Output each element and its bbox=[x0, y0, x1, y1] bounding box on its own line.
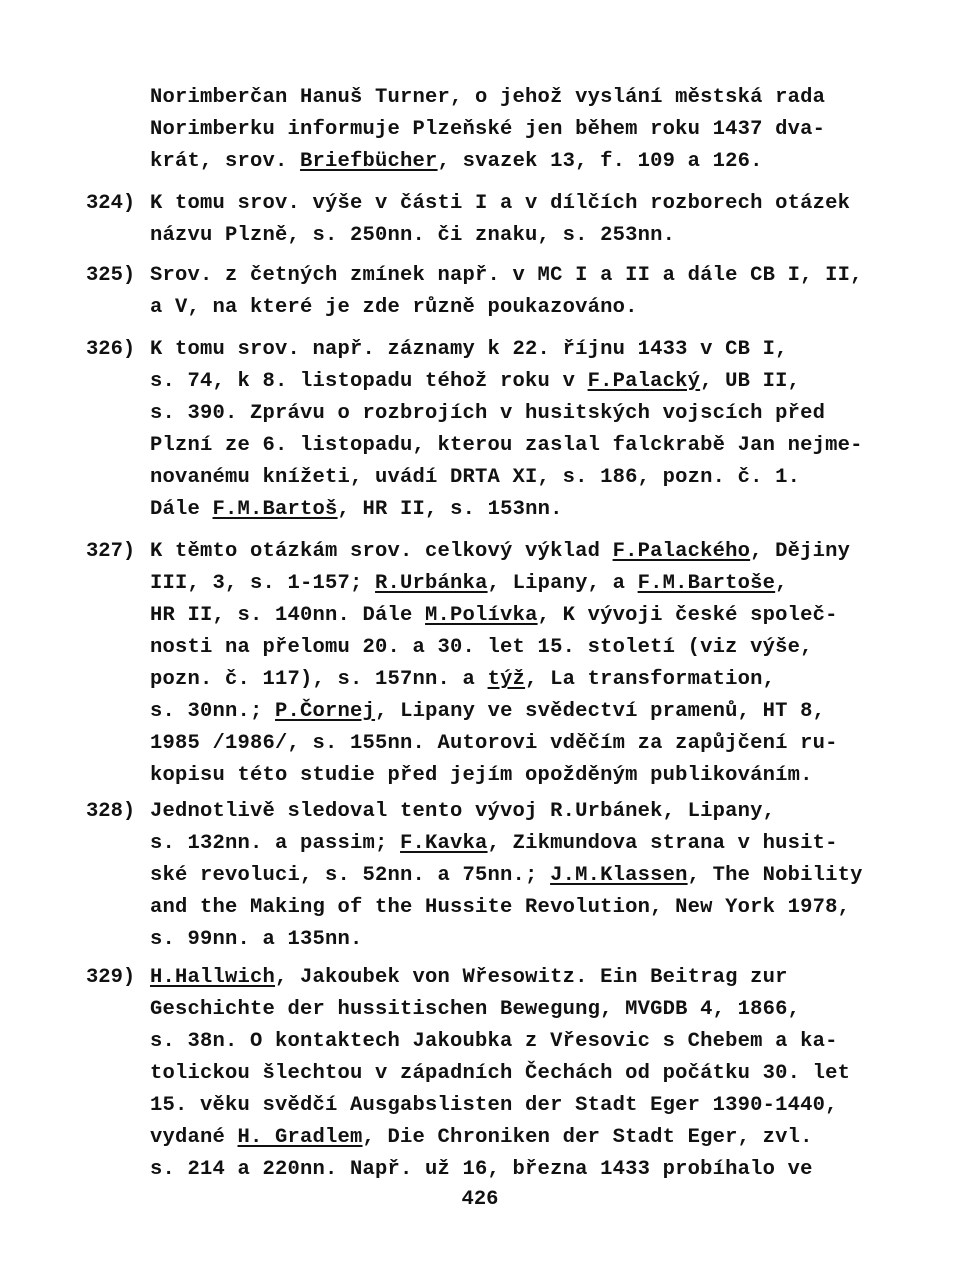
text-segment: , Lipany ve svědectví pramenů, HT 8, bbox=[375, 700, 826, 723]
text-segment: kopisu této studie před jejím opožděným publikováním. bbox=[150, 764, 813, 787]
text-segment: Srov. z četných zmínek např. v MC I a II a dále CB I, II, bbox=[150, 264, 863, 287]
cited-author: F.Palacký bbox=[587, 370, 701, 393]
footnote-line bbox=[150, 664, 775, 696]
text-segment: , La transformation, bbox=[525, 668, 776, 691]
cited-author: H.Hallwich bbox=[150, 966, 276, 989]
text-segment: s. 30nn.; bbox=[150, 700, 276, 723]
cited-author: R.Urbánka bbox=[375, 572, 488, 595]
footnote-line bbox=[150, 860, 863, 892]
text-segment: , UB II, bbox=[700, 370, 801, 393]
text-segment: vydané bbox=[150, 1126, 238, 1149]
footnote-line bbox=[150, 1122, 813, 1154]
text-segment: s. 132nn. a passim; bbox=[150, 832, 401, 855]
text-segment: s. 390. Zprávu o rozbrojích v husitských vojscích před bbox=[150, 402, 826, 425]
text-segment: s. 38n. O kontaktech Jakoubka z Vřesovic s Chebem a ka- bbox=[150, 1030, 838, 1053]
cited-author: F.Palackého bbox=[612, 540, 751, 563]
text-segment: , svazek 13, f. 109 a 126. bbox=[437, 150, 763, 173]
text-segment: HR II, s. 140nn. Dále bbox=[150, 604, 426, 627]
footnote-number: 328) bbox=[86, 800, 136, 823]
footnote-number: 325) bbox=[86, 264, 136, 287]
intro-line bbox=[150, 146, 763, 178]
footnote-number: 327) bbox=[86, 540, 136, 563]
footnote-line bbox=[150, 760, 813, 792]
cited-author: týž bbox=[487, 668, 526, 691]
footnote-line bbox=[150, 962, 788, 994]
footnote-line bbox=[150, 292, 638, 324]
footnote-line bbox=[150, 924, 363, 956]
text-segment: Norimberčan Hanuš Turner, o jehož vyslání městská rada bbox=[150, 86, 826, 109]
footnote-line bbox=[150, 696, 825, 728]
text-segment: s. 99nn. a 135nn. bbox=[150, 928, 363, 951]
text-segment: , K vývoji české společ- bbox=[537, 604, 838, 627]
text-segment: , The Nobility bbox=[687, 864, 863, 887]
footnote-line bbox=[150, 430, 863, 462]
cited-author: F.M.Bartoš bbox=[212, 498, 338, 521]
text-segment: a V, na které je zde různě poukazováno. bbox=[150, 296, 638, 319]
footnote-line bbox=[150, 494, 563, 526]
footnote-line bbox=[150, 1090, 838, 1122]
text-segment: III, 3, s. 1-157; bbox=[150, 572, 376, 595]
footnote-line bbox=[150, 536, 850, 568]
footnote-line bbox=[150, 600, 838, 632]
text-segment: 15. věku svědčí Ausgabslisten der Stadt Eger 1390-1440, bbox=[150, 1094, 838, 1117]
footnote-line bbox=[150, 1058, 850, 1090]
footnote-line bbox=[150, 398, 825, 430]
text-segment: , Jakoubek von Wřesowitz. Ein Beitrag zur bbox=[275, 966, 788, 989]
footnote-line bbox=[150, 796, 775, 828]
footnote-line bbox=[150, 260, 863, 292]
cited-author: F.M.Bartoše bbox=[637, 572, 776, 595]
text-segment: Plzní ze 6. listopadu, kterou zaslal falckrabě Jan nejme- bbox=[150, 434, 863, 457]
footnote-line bbox=[150, 334, 788, 366]
cited-author: Briefbücher bbox=[300, 150, 438, 173]
footnote-line bbox=[150, 1154, 813, 1186]
footnote-number: 324) bbox=[86, 192, 136, 215]
text-segment: Dále bbox=[150, 498, 213, 521]
text-segment: 1985 /1986/, s. 155nn. Autorovi vděčím za zapůjčení ru- bbox=[150, 732, 838, 755]
footnote-line bbox=[150, 892, 850, 924]
text-segment: , Zikmundova strana v husit- bbox=[487, 832, 838, 855]
intro-line bbox=[150, 114, 825, 146]
footnote-line bbox=[150, 632, 813, 664]
footnote-line bbox=[150, 220, 675, 252]
text-segment: Norimberku informuje Plzeňské jen během roku 1437 dva- bbox=[150, 118, 826, 141]
text-segment: , Lipany, a bbox=[487, 572, 638, 595]
footnote-number: 329) bbox=[86, 966, 136, 989]
text-segment: K těmto otázkám srov. celkový výklad bbox=[150, 540, 613, 563]
footnote-line bbox=[150, 462, 800, 494]
text-segment: pozn. č. 117), s. 157nn. a bbox=[150, 668, 488, 691]
text-segment: tolickou šlechtou v západních Čechách od počátku 30. let bbox=[150, 1062, 851, 1085]
footnote-line bbox=[150, 568, 788, 600]
text-segment: krát, srov. bbox=[150, 150, 301, 173]
text-segment: novanému knížeti, uvádí DRTA XI, s. 186, pozn. č. 1. bbox=[150, 466, 801, 489]
footnote-line bbox=[150, 188, 850, 220]
text-segment: názvu Plzně, s. 250nn. či znaku, s. 253nn. bbox=[150, 224, 676, 247]
text-segment: Geschichte der hussitischen Bewegung, MVGDB 4, 1866, bbox=[150, 998, 801, 1021]
text-segment: nosti na přelomu 20. a 30. let 15. století (viz výše, bbox=[150, 636, 813, 659]
footnote-number: 326) bbox=[86, 338, 136, 361]
text-segment: and the Making of the Hussite Revolution, New York 1978, bbox=[150, 896, 851, 919]
intro-line bbox=[150, 82, 825, 114]
cited-author: H. Gradlem bbox=[237, 1126, 363, 1149]
text-segment: , HR II, s. 153nn. bbox=[337, 498, 563, 521]
text-segment: K tomu srov. např. záznamy k 22. říjnu 1433 v CB I, bbox=[150, 338, 788, 361]
page-number: 426 bbox=[461, 1188, 499, 1211]
text-segment: K tomu srov. výše v části I a v dílčích rozborech otázek bbox=[150, 192, 851, 215]
cited-author: J.M.Klassen bbox=[550, 864, 688, 887]
text-segment: Jednotlivě sledoval tento vývoj R.Urbánek, Lipany, bbox=[150, 800, 776, 823]
footnote-line bbox=[150, 728, 838, 760]
footnote-line bbox=[150, 366, 800, 398]
text-segment: s. 74, k 8. listopadu téhož roku v bbox=[150, 370, 588, 393]
text-segment: , bbox=[775, 572, 788, 595]
cited-author: P.Čornej bbox=[275, 700, 376, 723]
text-segment: s. 214 a 220nn. Např. už 16, března 1433 probíhalo ve bbox=[150, 1158, 813, 1181]
footnote-line bbox=[150, 1026, 838, 1058]
cited-author: M.Polívka bbox=[425, 604, 538, 627]
text-segment: , Die Chroniken der Stadt Eger, zvl. bbox=[362, 1126, 813, 1149]
text-segment: ské revoluci, s. 52nn. a 75nn.; bbox=[150, 864, 551, 887]
footnote-line bbox=[150, 828, 838, 860]
footnote-line bbox=[150, 994, 800, 1026]
cited-author: F.Kavka bbox=[400, 832, 488, 855]
text-segment: , Dějiny bbox=[750, 540, 851, 563]
